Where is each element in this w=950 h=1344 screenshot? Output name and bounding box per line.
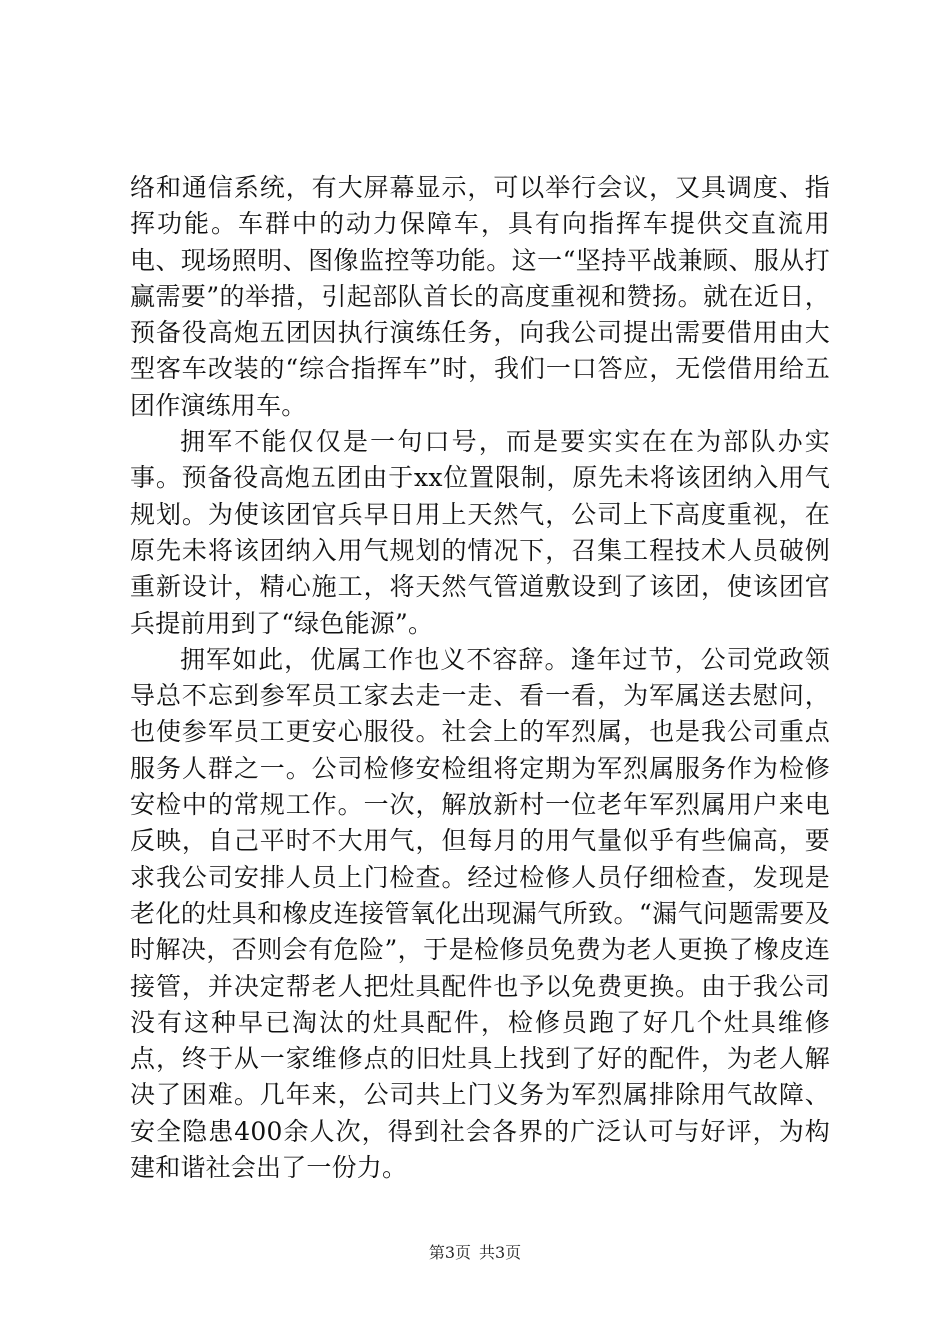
page-footer: [0, 1243, 950, 1263]
paragraph-military-families: 拥军如此，优属工作也义不容辞。逢年过节，公司党政领导总不忘到参军员工家去走一走、看一看，为军属送去慰问，也使参军员工更安心服役。社会上的军烈属，也是我公司重点服务人群之一。公司检修安检组将定期为军烈属服务作为检修安检中的常规工作。一次，解放新村一位老年军烈属用户来电反映，自己平时不大用气，但每月的用气量似乎有些偏高，要求我公司安排人员上门检查。经过检修人员仔细检查，发现是老化的灶具和橡皮连接管氧化出现漏气所致。“漏气问题需要及时解决，否则会有危险”，于是检修员免费为老人更换了橡皮连接管，并决定帮老人把灶具配件也予以免费更换。由于我公司没有这种早已淘汰的灶具配件，检修员跑了好几个灶具维修点，终于从一家维修点的旧灶具上找到了好的配件，为老人解决了困难。几年来，公司共上门义务为军烈属排除用气故障、安全隐患400余人次，得到社会各界的广泛认可与好评，为构建和谐社会出了一份力。: [130, 644, 830, 1183]
page-total: 共3页: [479, 1243, 522, 1262]
paragraph-support-army: 拥军不能仅仅是一句口号，而是要实实在在为部队办实事。预备役高炮五团由于xx位置限制，原先未将该团纳入用气规划。为使该团官兵早日用上天然气，公司上下高度重视，在原先未将该团纳入用气规划的情况下，召集工程技术人员破例重新设计，精心施工，将天然气管道敷设到了该团，使该团官兵提前用到了“绿色能源”。: [130, 427, 830, 638]
document-body: [130, 170, 830, 1186]
page-number: 第3页: [428, 1243, 471, 1262]
paragraph-continued: 络和通信系统，有大屏幕显示，可以举行会议，又具调度、指挥功能。车群中的动力保障车，具有向指挥车提供交直流用电、现场照明、图像监控等功能。这一“坚持平战兼顾、服从打赢需要”的举措，引起部队首长的高度重视和赞扬。就在近日，预备役高炮五团因执行演练任务，向我公司提出需要借用由大型客车改装的“综合指挥车”时，我们一口答应，无偿借用给五团作演练用车。: [130, 173, 830, 420]
